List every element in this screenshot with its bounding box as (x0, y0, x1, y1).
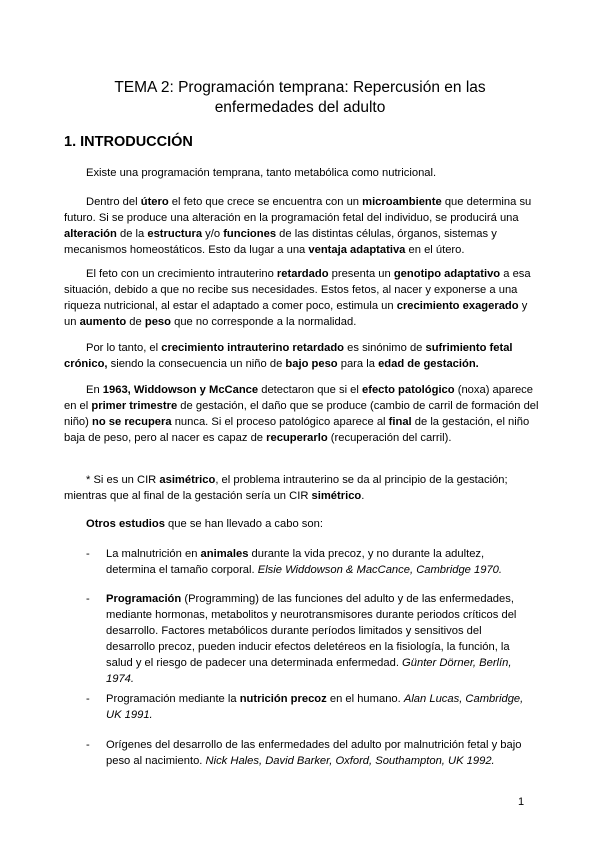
section-heading: 1. INTRODUCCIÓN (64, 134, 193, 150)
paragraph-2: Dentro del útero el feto que crece se encuentra con un microambiente que determina su futuro. Si se produce una alteración en la programación fetal del individuo, se producirá una alteración de la estructura y/o funciones de las distintas células, órganos, sistemas y mecanismos homeostáticos. Esto da lugar a una ventaja adaptativa en el útero. (64, 196, 532, 256)
bullet-marker: - (86, 693, 90, 705)
list-item-text: Programación mediante la nutrición precoz en el humano. Alan Lucas, Cambridge, UK 1991. (106, 693, 524, 721)
paragraph-3: El feto con un crecimiento intrauterino retardado presenta un genotipo adaptativo a esa situación, debido a que no recibe sus necesidades. Estos fetos, al nacer y exponerse a una riqueza nutricional, al estar el adaptado a comer poco, estimula un crecimiento exagerado y un aumento de peso que no corresponde a la normalidad. (64, 268, 531, 328)
title-line-1: TEMA 2: Programación temprana: Repercusión en las (114, 79, 486, 96)
paragraph-1: Existe una programación temprana, tanto metabólica como nutricional. (86, 167, 437, 179)
paragraph-6: * Si es un CIR asimétrico, el problema intrauterino se da al principio de la gestación; mientras que al final de la gestación sería un CIR simétrico. (64, 474, 508, 502)
list-item-text: Programación (Programming) de las funciones del adulto y de las enfermedades, mediante hormonas, metabolitos y neurotransmisores durante periodos críticos del desarrollo. Factores metabólicos durante períodos limitados y sensitivos del desarrollo precoz, pueden inducir efectos deletéreos en la fisiología, la función, la salud y el riesgo de padecer una determinada enfermedad. Günter Dörner, Berlín, 1974. (106, 593, 517, 685)
paragraph-4: Por lo tanto, el crecimiento intrauterino retardado es sinónimo de sufrimiento fetal crónico, siendo la consecuencia un niño de bajo peso para la edad de gestación. (64, 342, 513, 370)
bullet-marker: - (86, 548, 90, 560)
document-title (60, 78, 540, 118)
paragraph-7: Otros estudios que se han llevado a cabo son: (86, 518, 323, 530)
bullet-marker: - (86, 593, 90, 605)
list-item-text: Orígenes del desarrollo de las enfermedades del adulto por malnutrición fetal y bajo peso al nacimiento. Nick Hales, David Barker, Oxford, Southampton, UK 1992. (106, 739, 522, 767)
page-number: 1 (518, 796, 525, 808)
bullet-marker: - (86, 739, 90, 751)
paragraph-5: En 1963, Widdowson y McCance detectaron que si el efecto patológico (noxa) aparece en el primer trimestre de gestación, el daño que se produce (cambio de carril de formación del niño) no se recupera nunca. Si el proceso patológico aparece al final de la gestación, el niño baja de peso, pero al nacer es capaz de recuperarlo (recuperación del carril). (64, 384, 539, 444)
title-line-2: enfermedades del adulto (214, 99, 386, 116)
list-item-text: La malnutrición en animales durante la vida precoz, y no durante la adultez, determina el tamaño corporal. Elsie Widdowson & MacCance, Cambridge 1970. (106, 548, 503, 576)
